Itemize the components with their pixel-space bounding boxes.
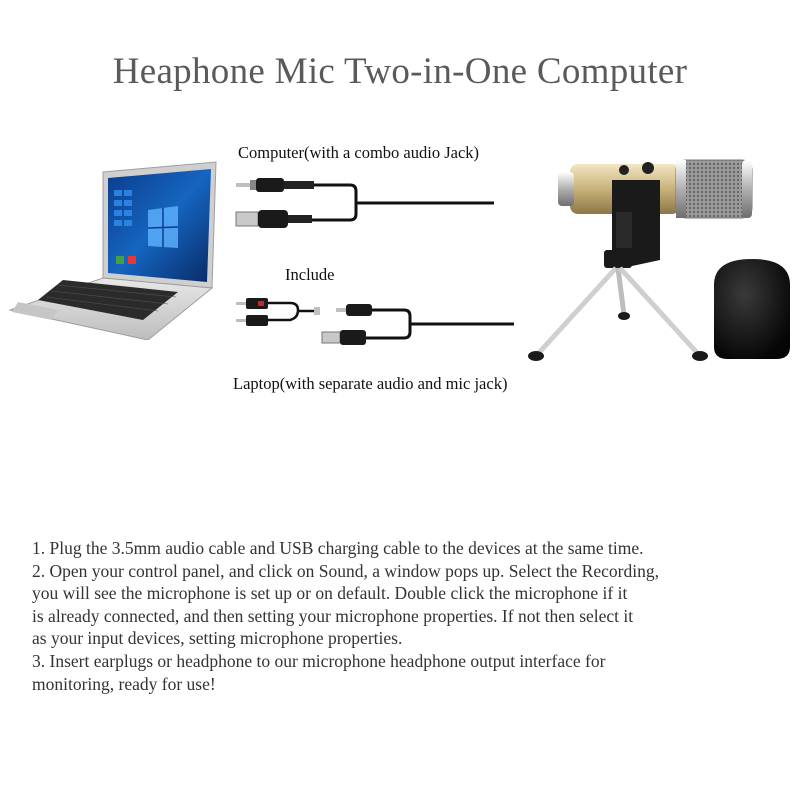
page-title: Heaphone Mic Two-in-One Computer [112,51,688,92]
include-label: Include [285,265,335,284]
instruction-line: 2. Open your control panel, and click on Sound, a window pops up. Select the Recording, [32,560,659,581]
instruction-line: as your input devices, setting microphone properties. [32,628,403,649]
instruction-line: you will see the microphone is set up or on default. Double click the microphone if it [32,583,628,604]
instruction-line: monitoring, ready for use! [32,673,216,694]
laptop-label: Laptop(with separate audio and mic jack) [233,374,508,393]
computer-label: Computer(with a combo audio Jack) [238,143,480,162]
instruction-line: 3. Insert earplugs or headphone to our microphone headphone output interface for [32,650,606,671]
foam-windscreen-image [706,255,798,363]
instructions-text [32,537,782,695]
combo-cable-image [232,170,502,240]
instruction-line: 1. Plug the 3.5mm audio cable and USB charging cable to the devices at the same time. [32,538,644,558]
laptop-image [8,160,220,340]
instruction-line: is already connected, and then setting your microphone properties. If not then select it [32,605,634,626]
splitter-cable-image [232,290,517,350]
